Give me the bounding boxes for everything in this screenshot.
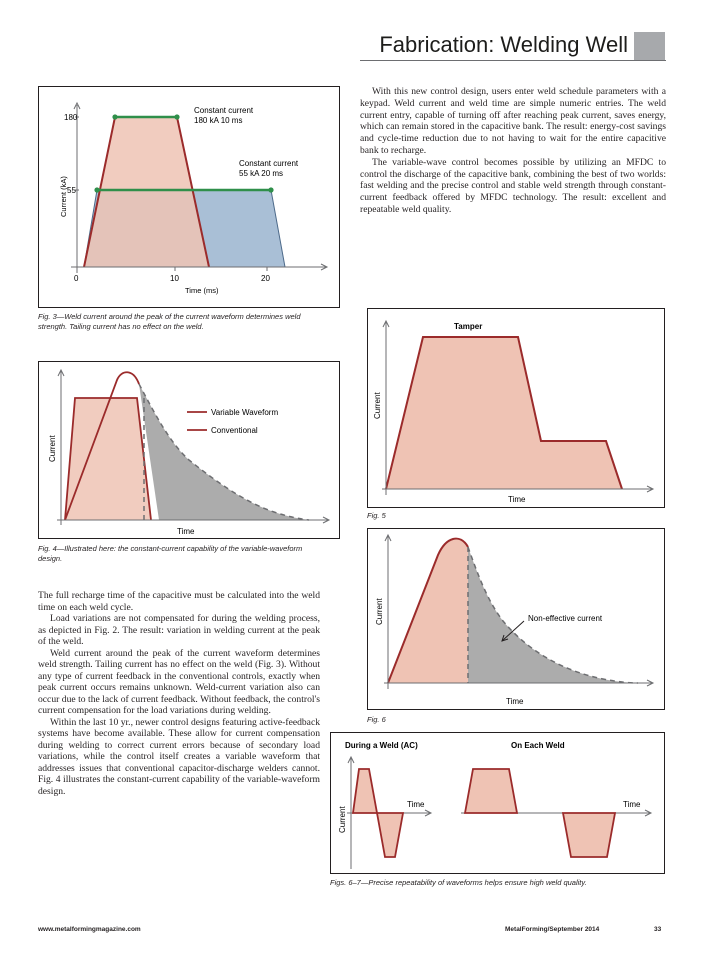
figure-7 <box>330 732 665 874</box>
fig3-xlabel: Time (ms) <box>185 286 219 295</box>
fig4-xlabel: Time <box>177 527 195 536</box>
fig7-left-neg-pulse <box>377 813 403 857</box>
figure-4-plot <box>39 362 341 540</box>
figure-3-caption: Fig. 3—Weld current around the peak of the current waveform determines weld strength. Tailing current has no effect on the weld. <box>38 312 301 331</box>
fig7-ylabel: Current <box>338 806 347 833</box>
figure-3-plot <box>39 87 341 309</box>
fig7-right-pos-pulse <box>465 769 517 813</box>
fig4-tail-gray <box>139 384 309 520</box>
header-rule <box>360 60 666 61</box>
fig6-effective-pink <box>388 539 468 683</box>
fig3-pink-region <box>84 117 209 267</box>
right-paragraph: With this new control design, users enter weld schedule parameters with a keypad. Weld current and weld time are simple numeric entries. The weld current entry, capable of turning off after reaching peak current, saves energy, which can remain stored in the capacitive bank. The result: energy-cost savings and cycle-time reduction due to not having to wait for the entire capacitive bank to recharge. <box>360 86 666 156</box>
fig5-region <box>386 337 622 489</box>
fig4-ylabel: Current <box>48 435 57 462</box>
fig3-label1-line2: 180 kA 10 ms <box>194 116 243 125</box>
fig3-label2-line2: 55 kA 20 ms <box>239 169 284 178</box>
fig6-xlabel: Time <box>506 697 524 706</box>
fig5-title: Tamper <box>454 322 483 331</box>
fig3-label2-line1: Constant current <box>239 159 299 168</box>
fig3-label1-line1: Constant current <box>194 106 254 115</box>
figure-4-caption: Fig. 4—Illustrated here: the constant-current capability of the variable-waveform design. <box>38 544 303 563</box>
fig5-xlabel: Time <box>508 495 526 504</box>
left-column-text <box>38 590 320 797</box>
left-paragraph: Weld current around the peak of the current waveform determines weld strength. Tailing current has no effect on the weld (Fig. 3). Without any type of current feedback in the conventional controls, exactly when peak current occurs remains unknown. Weld-current variation also can occur due to the lack of current feedback. Without feedback, the control's current compensation for the load variations during welding. <box>38 647 320 716</box>
fig3-ytick-180: 180 <box>64 113 78 122</box>
footer-url: www.metalformingmagazine.com <box>38 926 141 933</box>
fig7-xlabel-left: Time <box>407 800 425 809</box>
figure-7-caption: Figs. 6–7—Precise repeatability of waveforms helps ensure high weld quality. <box>330 878 587 887</box>
figure-5-caption: Fig. 5 <box>367 511 386 520</box>
fig7-xlabel-right: Time <box>623 800 641 809</box>
figure-4 <box>38 361 340 539</box>
right-column-text <box>360 86 666 216</box>
fig6-annotation: Non-effective current <box>528 614 603 623</box>
page-section-title: Fabrication: Welding Well <box>379 32 628 57</box>
figure-6-plot <box>368 529 666 711</box>
header-accent-box <box>634 32 665 60</box>
fig4-conventional-pink <box>65 398 151 520</box>
figure-5-plot <box>368 309 666 509</box>
footer-issue: MetalForming/September 2014 <box>505 926 600 933</box>
figure-7-plot <box>331 733 666 875</box>
fig3-ytick-55: 55 <box>67 186 76 195</box>
fig4-legend-conventional: Conventional <box>211 426 258 435</box>
fig7-left-pos-pulse <box>353 769 377 813</box>
left-paragraph: Within the last 10 yr., newer control designs featuring active-feedback systems have become available. These allow for current compensation during welding to correct current errors because of secondary load variations, while the control itself creates a variable waveform that addresses issues that conventional capacitor-discharge welders cannot. Fig. 4 illustrates the constant-current capability of the variable-waveform design. <box>38 716 320 797</box>
figure-3 <box>38 86 340 308</box>
figure-6-caption: Fig. 6 <box>367 715 386 724</box>
right-paragraph: The variable-wave control becomes possible by utilizing an MFDC to control the discharge of the capacitive bank, combining the best of two worlds: fast welding and the precise control and stable weld strength through constant-current feedback offered by MFDC technology. The result: excellent and repeatable weld quality. <box>360 156 666 215</box>
footer-page-number: 33 <box>654 926 662 933</box>
figure-5 <box>367 308 665 508</box>
fig4-legend-variable: Variable Waveform <box>211 408 279 417</box>
fig7-left-title: During a Weld (AC) <box>345 741 418 750</box>
fig3-xtick-10: 10 <box>170 274 179 283</box>
fig5-ylabel: Current <box>373 392 382 419</box>
fig7-right-title: On Each Weld <box>511 741 565 750</box>
figure-6 <box>367 528 665 710</box>
fig3-xtick-0: 0 <box>74 274 79 283</box>
fig3-xtick-20: 20 <box>261 274 270 283</box>
fig6-ylabel: Current <box>375 598 384 625</box>
fig7-right-neg-pulse <box>563 813 615 857</box>
left-paragraph: Load variations are not compensated for during the welding process, as depicted in Fig. 2. The result: variation in welding current at the peak of the weld. <box>38 613 320 647</box>
left-paragraph: The full recharge time of the capacitive must be calculated into the weld time on each weld cycle. <box>38 590 320 613</box>
fig3-ylabel: Current (kA) <box>59 176 68 217</box>
